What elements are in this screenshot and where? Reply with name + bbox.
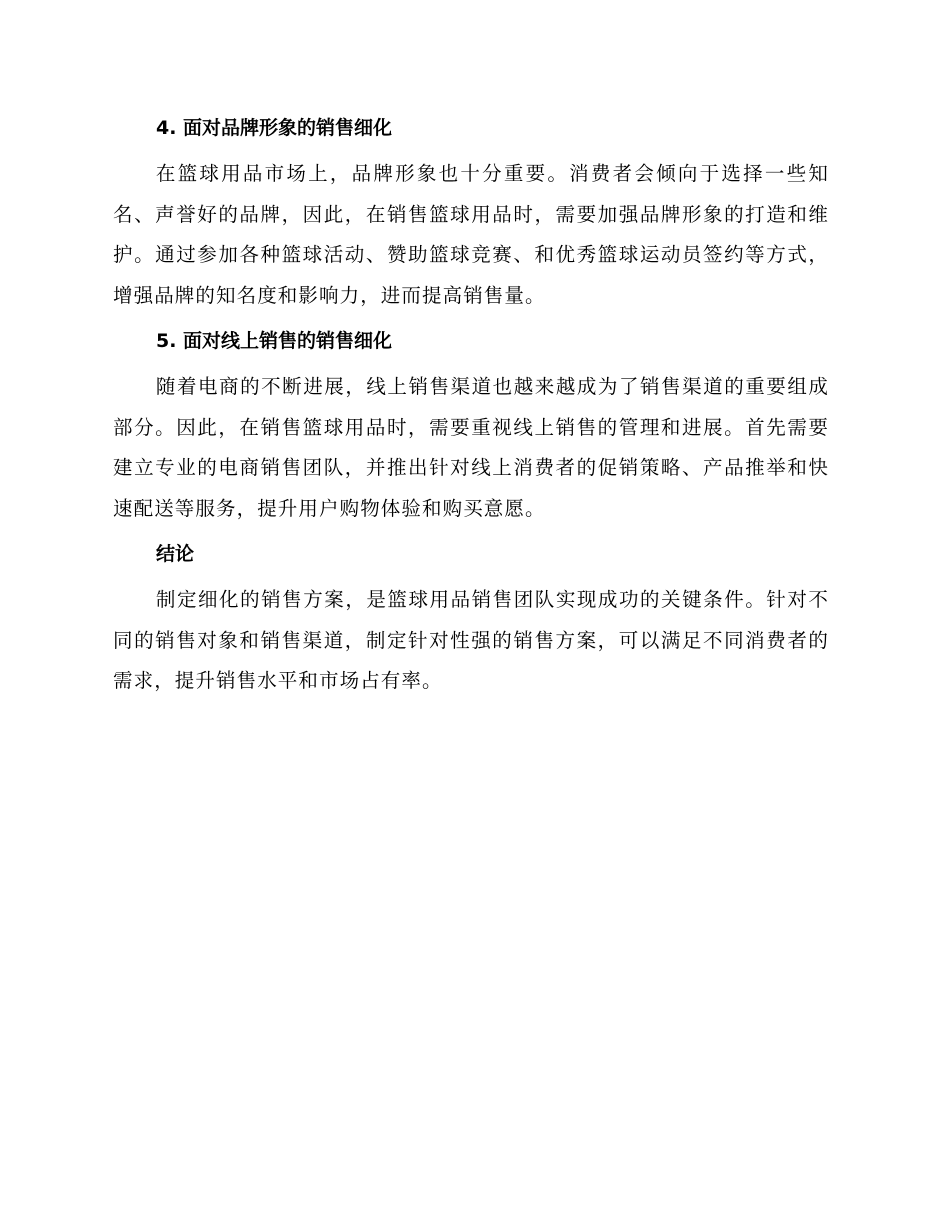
- section-heading-brand-image: 4. 面对品牌形象的销售细化: [156, 117, 393, 139]
- section-body-brand-image: 在篮球用品市场上，品牌形象也十分重要。消费者会倾向于选择一些知名、声誉好的品牌，因此，在销售篮球用品时，需要加强品牌形象的打造和维护。通过参加各种篮球活动、赞助篮球竞赛、和优秀篮球运动员签约等方式，增强品牌的知名度和影响力，进而提高销售量。: [113, 162, 829, 307]
- section-body-conclusion: 制定细化的销售方案，是篮球用品销售团队实现成功的关键条件。针对不同的销售对象和销售渠道，制定针对性强的销售方案，可以满足不同消费者的需求，提升销售水平和市场占有率。: [113, 588, 829, 692]
- section-heading-online-sales: 5. 面对线上销售的销售细化: [156, 330, 393, 352]
- document-content: [113, 109, 829, 707]
- section-body-online-sales: 随着电商的不断进展，线上销售渠道也越来越成为了销售渠道的重要组成部分。因此，在销售篮球用品时，需要重视线上销售的管理和进展。首先需要建立专业的电商销售团队，并推出针对线上消费者的促销策略、产品推举和快速配送等服务，提升用户购物体验和购买意愿。: [113, 375, 829, 520]
- section-heading-conclusion: 结论: [156, 543, 195, 565]
